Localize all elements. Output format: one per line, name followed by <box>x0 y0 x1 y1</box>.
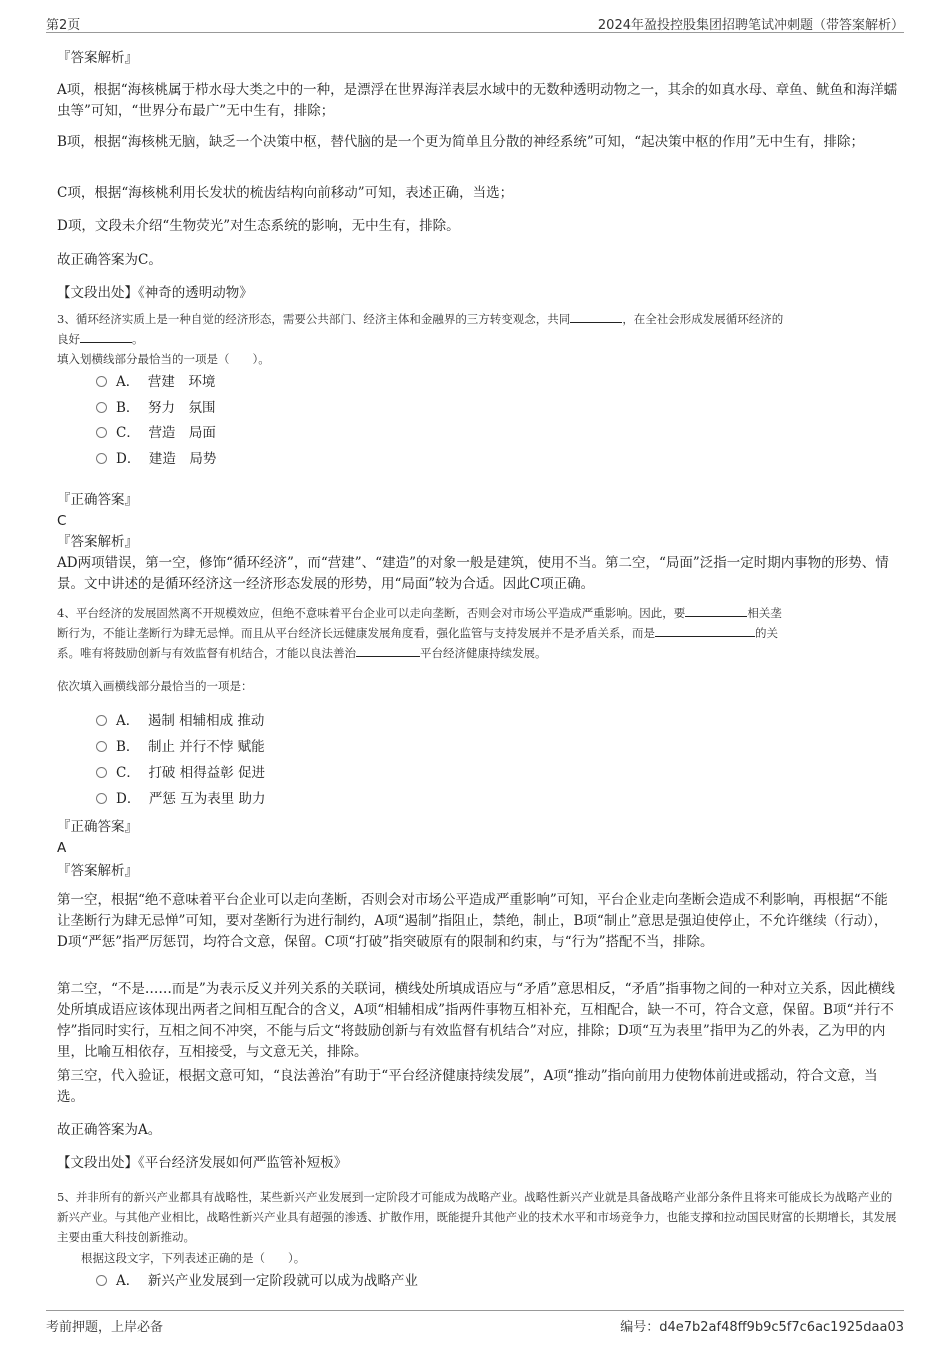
q4-source: 【文段出处】《平台经济发展如何严监管补短板》 <box>57 1155 348 1171</box>
q4-analysis-p3: 第三空，代入验证，根据文意可知，“良法善治”有助于“平台经济健康持续发展”，A项“推动”指向前用力使物体前进或摇动，符合文意，当选。 <box>57 1068 878 1105</box>
q4-prompt-block <box>57 676 898 696</box>
q3-stem-part-3: 良好 <box>57 332 80 346</box>
q4-answer-block <box>57 817 898 882</box>
radio-icon[interactable] <box>96 376 107 387</box>
q3-option-c[interactable]: C． 营造 局面 <box>96 422 216 444</box>
q2-source-block <box>57 283 898 304</box>
q4-analysis-p1-block <box>57 890 898 953</box>
q4-option-d[interactable]: D． 严惩 互为表里 助力 <box>96 788 266 810</box>
q3-analysis: AD两项错误，第一空，修饰“循环经济”，而“营建”、“建造”的对象一般是建筑，使用不当。第二空，“局面”泛指一定时期内事物的形势、情景。文中讲述的是循环经济这一经济形态发展的形势，用“局面”较为合适。因此C项正确。 <box>57 555 889 592</box>
q4-option-c[interactable]: C． 打破 相得益彰 促进 <box>96 762 265 784</box>
q2-analysis-d-block <box>57 216 898 237</box>
q5-option-a[interactable]: A． 新兴产业发展到一定阶段就可以成为战略产业 <box>96 1270 418 1292</box>
q3-stem-part-4: 。 <box>132 332 144 346</box>
q5-stem: 5、并非所有的新兴产业都具有战略性，某些新兴产业发展到一定阶段才可能成为战略产业。战略性新兴产业就是具备战略产业部分条件且将来可能成长为战略产业的新兴产业。与其他产业相比，战略性新兴产业具有超强的渗透、扩散作用，既能提升其他产业的技术水平和市场竞争力，也能支撑和拉动国民财富的长期增长，其发展主要由重大科技创新推动。 <box>57 1190 897 1244</box>
q4-prompt: 依次填入画横线部分最恰当的一项是： <box>57 679 253 693</box>
radio-icon[interactable] <box>96 427 107 438</box>
q3-blank-1 <box>570 310 622 323</box>
q3-blank-2 <box>80 330 132 343</box>
page-number: 第2页 <box>46 18 81 33</box>
q3-option-d[interactable]: D． 建造 局势 <box>96 448 216 470</box>
q3-answer-label: 『正确答案』 <box>57 492 138 508</box>
q4-stem-part-2: 相关垄 <box>747 606 782 620</box>
q4-blank-3 <box>356 644 420 657</box>
q4-stem-part-3: 断行为，不能让垄断行为肆无忌惮。而且从平台经济长远健康发展角度看，强化监管与支持发展并不是矛盾关系，而是 <box>57 626 655 640</box>
q4-stem <box>57 603 898 663</box>
radio-icon[interactable] <box>96 453 107 464</box>
q3-option-a[interactable]: A． 营建 环境 <box>96 371 215 393</box>
q2-conclusion-block <box>57 250 898 271</box>
q4-answer-label: 『正确答案』 <box>57 819 138 835</box>
q4-stem-part-5: 系。唯有将鼓励创新与有效监督有机结合，才能以良法善治 <box>57 646 356 660</box>
page-footer <box>46 1310 904 1333</box>
radio-icon[interactable] <box>96 1275 107 1286</box>
q3-answer: C <box>57 513 67 529</box>
q3-option-b[interactable]: B． 努力 氛围 <box>96 397 216 419</box>
q4-analysis-p2: 第二空，“不是……而是”为表示反义并列关系的关联词，横线处所填成语应与“矛盾”意思相反，“矛盾”指事物之间的一种对立关系，因此横线处所填成语应该体现出两者之间相互配合的含义，A项“相辅相成”指两件事物互相补充，互相配合，缺一不可，符合文意，保留。B项“并行不悖”指同时实行，互相之间不冲突，不能与后文“将鼓励创新与有效监督有机结合”对应，排除；D项“互为表里”指甲为乙的外表，乙为甲的内里，比喻互相依存，互相接受，与文意无关，排除。 <box>57 981 895 1060</box>
page-header <box>46 12 904 33</box>
q4-stem-part-1: 4、平台经济的发展固然离不开规模效应，但绝不意味着平台企业可以走向垄断，否则会对市场公平造成严重影响。因此，要 <box>57 606 686 620</box>
q5-prompt-block <box>81 1248 898 1268</box>
q4-option-a[interactable]: A． 遏制 相辅相成 推动 <box>96 710 264 732</box>
q3-stem-part-2: ，在全社会形成发展循环经济的 <box>622 312 784 326</box>
q3-analysis-label: 『答案解析』 <box>57 534 138 550</box>
q4-source-block <box>57 1153 898 1174</box>
q3-stem <box>57 309 898 349</box>
q2-analysis-b: B项，根据“海核桃无脑，缺乏一个决策中枢，替代脑的是一个更为简单且分散的神经系统”可知，“起决策中枢的作用”无中生有，排除； <box>57 134 865 150</box>
q4-answer: A <box>57 840 67 856</box>
q2-analysis-label: 『答案解析』 <box>57 50 138 66</box>
q3-stem-block <box>57 309 898 349</box>
radio-icon[interactable] <box>96 715 107 726</box>
q4-stem-block <box>57 603 898 663</box>
q3-answer-block <box>57 490 898 595</box>
q4-option-b[interactable]: B． 制止 并行不悖 赋能 <box>96 736 265 758</box>
q2-analysis-label-block <box>57 48 898 69</box>
q5-stem-block <box>57 1187 898 1247</box>
q4-stem-part-4: 的关 <box>755 626 778 640</box>
q2-analysis-c: C项，根据“海核桃利用长发状的梳齿结构向前移动”可知，表述正确，当选； <box>57 185 514 201</box>
q4-blank-2 <box>655 624 755 637</box>
radio-icon[interactable] <box>96 767 107 778</box>
q3-stem-part-1: 3、循环经济实质上是一种自觉的经济形态，需要公共部门、经济主体和金融界的三方转变观念，共同 <box>57 312 571 326</box>
q4-conclusion-block <box>57 1120 898 1141</box>
q2-source: 【文段出处】《神奇的透明动物》 <box>57 285 253 301</box>
q2-analysis-b-block <box>57 132 898 153</box>
q2-analysis-c-block <box>57 183 898 204</box>
q2-analysis-a-block <box>57 80 898 122</box>
document-id: 编号：d4e7b2af48ff9b9c5f7c6ac1925daa03 <box>620 1320 904 1335</box>
footer-slogan: 考前押题，上岸必备 <box>46 1320 164 1335</box>
q4-conclusion: 故正确答案为A。 <box>57 1122 162 1138</box>
q4-blank-1 <box>685 604 747 617</box>
q2-conclusion: 故正确答案为C。 <box>57 252 162 268</box>
q4-stem-part-6: 平台经济健康持续发展。 <box>420 646 547 660</box>
q2-analysis-a: A项，根据“海核桃属于栉水母大类之中的一种，是漂浮在世界海洋表层水域中的无数种透明动物之一，其余的如真水母、章鱼、鱿鱼和海洋蠕虫等”可知，“世界分布最广”无中生有，排除； <box>57 82 898 119</box>
q3-prompt: 填入划横线部分最恰当的一项是（ ）。 <box>57 352 270 366</box>
document-title: 2024年盈投控股集团招聘笔试冲刺题（带答案解析） <box>597 18 904 33</box>
q4-analysis-p3-block <box>57 1066 898 1108</box>
q4-analysis-p2-block <box>57 979 898 1063</box>
q4-analysis-p1: 第一空，根据“绝不意味着平台企业可以走向垄断，否则会对市场公平造成严重影响”可知，平台企业走向垄断会造成不利影响，再根据“不能让垄断行为肆无忌惮”可知，要对垄断行为进行制约，A项“遏制”指阻止，禁绝，制止，B项“制止”意思是强迫使停止，不允许继续（行动），D项“严惩”指严厉惩罚，均符合文意，保留。C项“打破”指突破原有的限制和约束，与“行为”搭配不当，排除。 <box>57 892 888 950</box>
q2-analysis-d: D项，文段未介绍“生物荧光”对生态系统的影响，无中生有，排除。 <box>57 218 460 234</box>
q3-prompt-block <box>57 349 898 369</box>
radio-icon[interactable] <box>96 402 107 413</box>
q4-analysis-label: 『答案解析』 <box>57 863 138 879</box>
q5-prompt: 根据这段文字，下列表述正确的是（ ）。 <box>81 1251 306 1265</box>
radio-icon[interactable] <box>96 741 107 752</box>
radio-icon[interactable] <box>96 793 107 804</box>
